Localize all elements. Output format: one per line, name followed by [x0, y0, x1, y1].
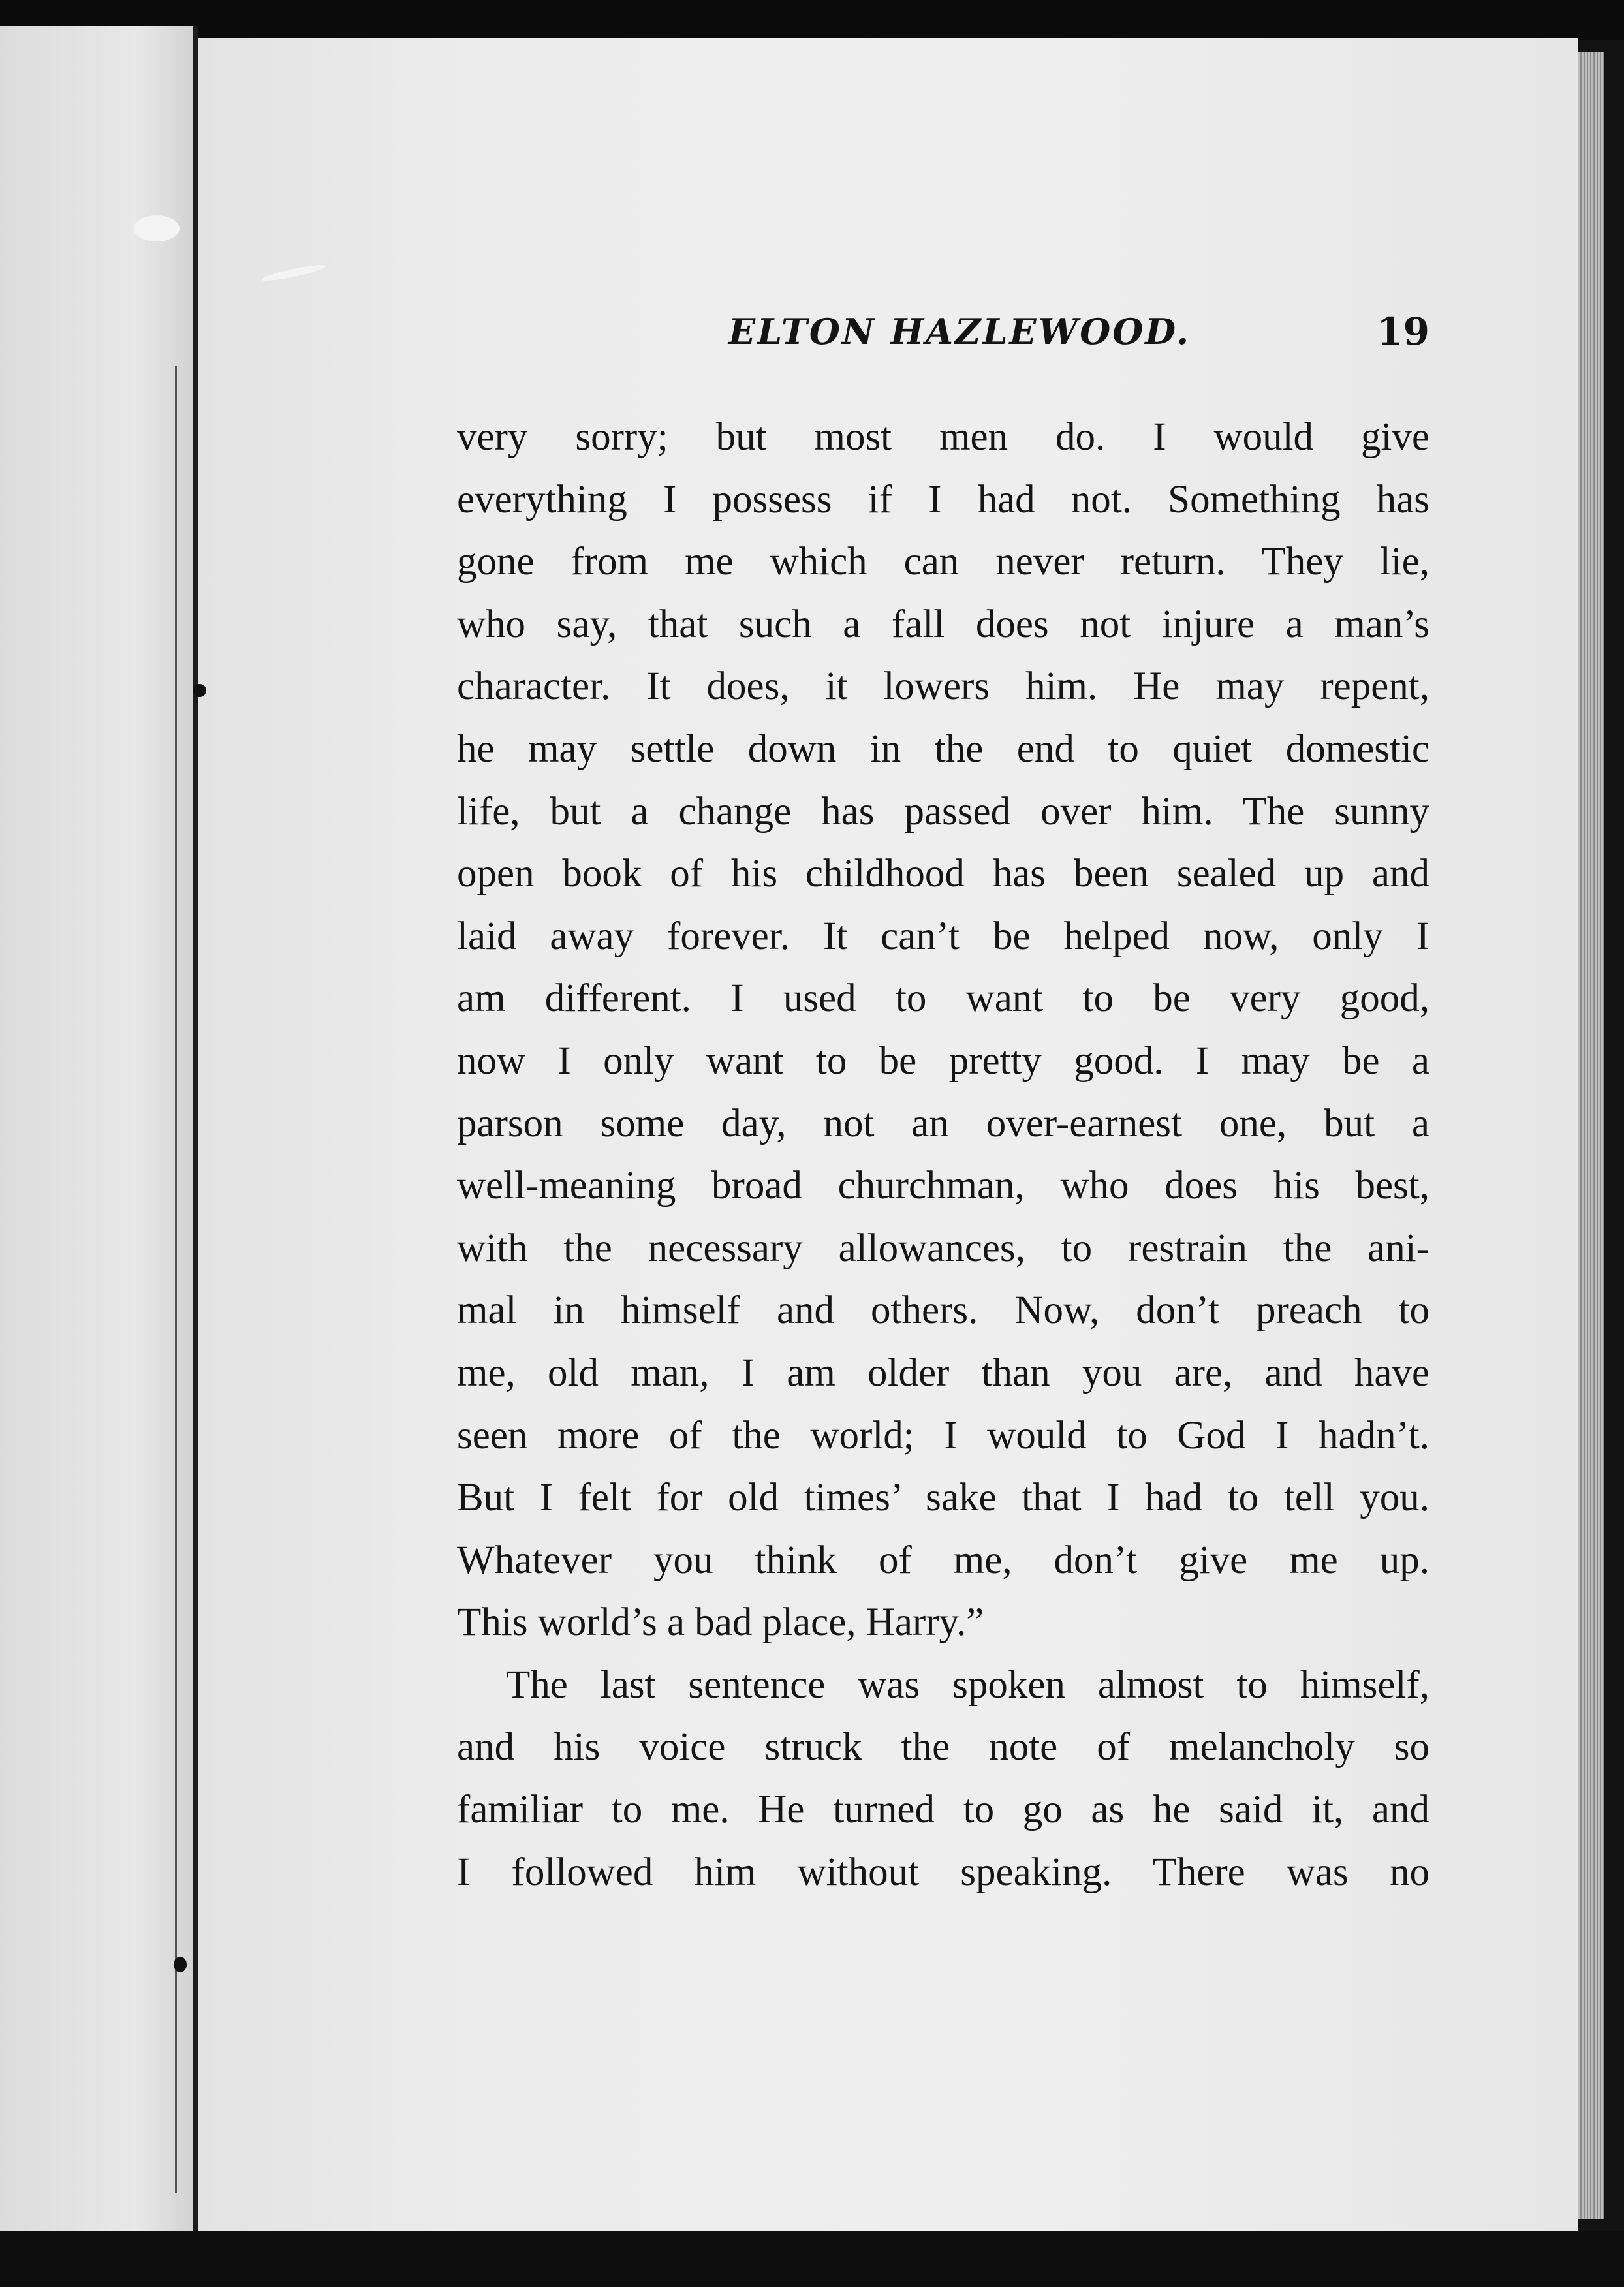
gutter-mark — [174, 1957, 187, 1972]
running-head: ELTON HAZLEWOOD. — [728, 311, 1191, 352]
text-line: gone from me which can never return. They lie, — [457, 540, 1429, 584]
body-text — [457, 406, 1429, 1903]
text-line: seen more of the world; I would to God I hadn’t. — [457, 1413, 1429, 1457]
text-line: But I felt for old times’ sake that I had to tell you. — [457, 1476, 1429, 1520]
text-line: he may settle down in the end to quiet domestic — [457, 726, 1429, 771]
text-line: with the necessary allowances, to restrain the ani- — [457, 1226, 1429, 1270]
text-line: laid away forever. It can’t be helped now, only I — [457, 914, 1429, 958]
text-line: me, old man, I am older than you are, and have — [457, 1350, 1429, 1395]
text-line: Whatever you think of me, don’t give me up. — [457, 1538, 1429, 1582]
gutter-shadow — [175, 366, 177, 2193]
text-line: open book of his childhood has been sealed up and — [457, 852, 1429, 896]
paper-speck — [134, 215, 180, 241]
text-line: mal in himself and others. Now, don’t preach to — [457, 1288, 1429, 1333]
text-line: who say, that such a fall does not injure a man’s — [457, 602, 1429, 646]
gutter-mark — [193, 684, 206, 697]
scan-top-border — [0, 0, 1624, 40]
text-line: very sorry; but most men do. I would give — [457, 415, 1429, 459]
facing-page-edge — [0, 26, 196, 2239]
text-line: The last sentence was spoken almost to himself, — [506, 1662, 1429, 1707]
page-stack-edge — [1578, 52, 1604, 2219]
text-line: I followed him without speaking. There was no — [457, 1850, 1429, 1894]
text-line: everything I possess if I had not. Something has — [457, 477, 1429, 521]
text-line: well-meaning broad churchman, who does his best, — [457, 1164, 1429, 1208]
text-line: character. It does, it lowers him. He may repent, — [457, 664, 1429, 709]
book-gutter — [193, 26, 198, 2239]
text-line: parson some day, not an over-earnest one, but a — [457, 1101, 1429, 1145]
page-number: 19 — [1377, 309, 1429, 354]
text-line: life, but a change has passed over him. The sunny — [457, 789, 1429, 833]
text-line: and his voice struck the note of melancholy so — [457, 1725, 1429, 1769]
text-line: familiar to me. He turned to go as he said it, and — [457, 1788, 1429, 1832]
page-header — [457, 305, 1429, 358]
scan-bottom-border — [0, 2231, 1624, 2287]
text-line: now I only want to be pretty good. I may be a — [457, 1038, 1429, 1083]
text-line: am different. I used to want to be very good, — [457, 976, 1429, 1021]
text-line: This world’s a bad place, Harry.” — [457, 1600, 984, 1645]
